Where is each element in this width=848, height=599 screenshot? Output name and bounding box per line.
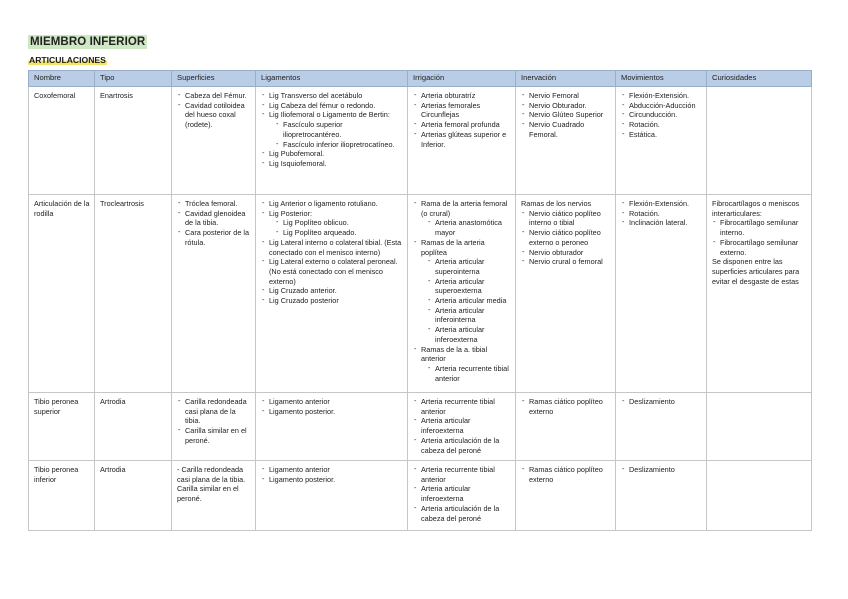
list-item: - Flexión-Extensión. <box>621 91 702 101</box>
list-item-label: Lig Posterior: <box>269 208 312 218</box>
list-item: - Cara posterior de la rótula. <box>177 228 251 247</box>
cell-ligamentos <box>256 461 408 531</box>
cell-ligamentos <box>256 195 408 393</box>
list-item: - Lig Lateral interno o colateral tibial. (Esta conectado con el menisco interno) <box>261 238 403 257</box>
list-item <box>261 110 403 149</box>
cell-movimientos <box>616 195 707 393</box>
list-item: - Deslizamiento <box>621 397 702 407</box>
table-row <box>29 87 812 195</box>
list-item: - Lig Cruzado anterior. <box>261 286 403 296</box>
list-item: - Ramas ciático poplíteo externo <box>521 465 611 484</box>
curiosidades-outro: Se disponen entre las superficies articulares para evitar el desgaste de estas <box>712 257 800 286</box>
header-ligamentos: Ligamentos <box>256 71 408 87</box>
header-tipo: Tipo <box>95 71 172 87</box>
sub-list-item: - Fascículo superior iliopretrocantéreo. <box>269 120 403 139</box>
table-row <box>29 195 812 393</box>
list-item: - Cavidad glenoidea de la tibia. <box>177 209 251 228</box>
cell-superficies <box>172 87 256 195</box>
list-item: - Ramas ciático poplíteo externo <box>521 397 611 416</box>
cell-inervacion <box>516 393 616 461</box>
list-item: - Estática. <box>621 130 702 140</box>
list-item: - Ligamento posterior. <box>261 407 403 417</box>
list-item-label: Ramas de la a. tibial anterior <box>421 344 488 364</box>
list-item <box>413 345 511 384</box>
list-item: - Lig Pubofemoral. <box>261 149 403 159</box>
cell-tipo: Trocleartrosis <box>95 195 172 393</box>
list-item: - Nervio Glúteo Superior <box>521 110 611 120</box>
table-row <box>29 461 812 531</box>
list-item <box>413 199 511 238</box>
list-item: - Rotación. <box>621 209 702 219</box>
list-item: - Arteria recurrente tibial anterior <box>413 465 511 484</box>
list-item: - Rotación. <box>621 120 702 130</box>
list-item: - Arterias glúteas superior e Inferior. <box>413 130 511 149</box>
sub-list-item: - Arteria articular superoexterna <box>421 277 511 296</box>
list-item: - Lig Lateral externo o colateral peroneal. (No está conectado con el menisco externo) <box>261 257 403 286</box>
cell-nombre: Tibio peronea inferior <box>29 461 95 531</box>
list-item: - Ligamento posterior. <box>261 475 403 485</box>
list-item: - Inclinación lateral. <box>621 218 702 228</box>
list-item: - Arteria femoral profunda <box>413 120 511 130</box>
sub-list-item: - Arteria articular media <box>421 296 511 306</box>
cell-nombre: Coxofemoral <box>29 87 95 195</box>
cell-irrigacion <box>408 195 516 393</box>
list-item: - Ligamento anterior <box>261 465 403 475</box>
cell-movimientos <box>616 461 707 531</box>
list-item: - Nervio Cuadrado Femoral. <box>521 120 611 139</box>
list-item: - Arteria articular inferoexterna <box>413 484 511 503</box>
list-item: - Circunducción. <box>621 110 702 120</box>
list-item: - Fibrocartílago semilunar externo. <box>712 238 807 257</box>
list-item: - Lig Cabeza del fémur o redondo. <box>261 101 403 111</box>
list-item: - Arterias femorales Circunflejas <box>413 101 511 120</box>
cell-movimientos <box>616 87 707 195</box>
list-item-label: Lig Iliofemoral o Ligamento de Bertin: <box>269 110 390 120</box>
cell-ligamentos <box>256 87 408 195</box>
list-item: - Tróclea femoral. <box>177 199 251 209</box>
cell-ligamentos <box>256 393 408 461</box>
list-item: - Carilla redondeada casi plana de la tibia. <box>177 397 251 426</box>
cell-inervacion <box>516 461 616 531</box>
list-item-label: Rama de la arteria femoral (o crural) <box>421 199 508 218</box>
header-nombre: Nombre <box>29 71 95 87</box>
sub-list-item: - Arteria articular inferointerna <box>421 306 511 325</box>
header-irrigacion: Irrigación <box>408 71 516 87</box>
cell-tipo: Artrodia <box>95 393 172 461</box>
sub-list-item: - Arteria recurrente tibial anterior <box>421 364 511 383</box>
list-item: - Carilla similar en el peroné. <box>177 426 251 445</box>
list-item: - Nervio obturador <box>521 248 611 258</box>
header-inervacion: Inervación <box>516 71 616 87</box>
header-movimientos: Movimientos <box>616 71 707 87</box>
cell-inervacion <box>516 87 616 195</box>
list-item: - Nervio ciático poplíteo interno o tibial <box>521 209 611 228</box>
cell-nombre: Articulación de la rodilla <box>29 195 95 393</box>
joints-table <box>28 70 812 531</box>
sub-list-item: - Lig Poplíteo arqueado. <box>269 228 403 238</box>
sub-list-item: - Fascículo inferior iliopretrocatíneo. <box>269 140 403 150</box>
cell-movimientos <box>616 393 707 461</box>
list-item: - Arteria articulación de la cabeza del peroné <box>413 436 511 455</box>
cell-irrigacion <box>408 87 516 195</box>
cell-irrigacion <box>408 393 516 461</box>
curiosidades-intro: Fibrocartílagos o meniscos interarticulares: <box>712 199 800 218</box>
cell-irrigacion <box>408 461 516 531</box>
list-item-label: Ramas de la arteria poplítea <box>421 237 485 257</box>
sub-list-item: - Arteria articular inferoexterna <box>421 325 511 344</box>
list-item: - Nervio Obturador. <box>521 101 611 111</box>
sub-list-item: - Arteria articular superointerna <box>421 257 511 276</box>
list-item: - Lig Anterior o ligamento rotuliano. <box>261 199 403 209</box>
list-item: - Cavidad cotiloidea del hueso coxal (rodete). <box>177 101 251 130</box>
list-item <box>413 238 511 345</box>
inervacion-note: Ramas de los nervios <box>521 199 592 208</box>
list-item: - Arteria articulación de la cabeza del peroné <box>413 504 511 523</box>
header-curiosidades: Curiosidades <box>707 71 812 87</box>
list-item: - Nervio Femoral <box>521 91 611 101</box>
cell-superficies <box>172 195 256 393</box>
list-item: - Cabeza del Fémur. <box>177 91 251 101</box>
list-item: - Ligamento anterior <box>261 397 403 407</box>
cell-curiosidades <box>707 461 812 531</box>
list-item: - Nervio crural o femoral <box>521 257 611 267</box>
cell-tipo: Artrodia <box>95 461 172 531</box>
header-superficies: Superficies <box>172 71 256 87</box>
list-item: - Abducción-Aducción <box>621 101 702 111</box>
cell-curiosidades <box>707 87 812 195</box>
cell-superficies: - Carilla redondeada casi plana de la tibia. Carilla similar en el peroné. <box>172 461 256 531</box>
section-subtitle: ARTICULACIONES <box>29 55 106 65</box>
sub-list-item: - Arteria anastomótica mayor <box>421 218 511 237</box>
list-item: - Flexión-Extensión. <box>621 199 702 209</box>
list-item: - Lig Isquiofemoral. <box>261 159 403 169</box>
list-item: - Lig Transverso del acetábulo <box>261 91 403 101</box>
cell-curiosidades <box>707 393 812 461</box>
list-item <box>261 209 403 238</box>
list-item: - Fibrocartílago semilunar interno. <box>712 218 807 237</box>
cell-inervacion <box>516 195 616 393</box>
cell-curiosidades <box>707 195 812 393</box>
cell-nombre: Tibio peronea superior <box>29 393 95 461</box>
list-item: - Arteria articular inferoexterna <box>413 416 511 435</box>
sub-list-item: - Lig Poplíteo oblicuo. <box>269 218 403 228</box>
list-item: - Arteria recurrente tibial anterior <box>413 397 511 416</box>
list-item: - Arteria obturatríz <box>413 91 511 101</box>
page-title: MIEMBRO INFERIOR <box>30 36 146 48</box>
table-header-row <box>29 71 812 87</box>
list-item: - Deslizamiento <box>621 465 702 475</box>
list-item: - Lig Cruzado posterior <box>261 296 403 306</box>
list-item: - Nervio ciático poplíteo externo o peroneo <box>521 228 611 247</box>
table-row <box>29 393 812 461</box>
cell-tipo: Enartrosis <box>95 87 172 195</box>
cell-superficies <box>172 393 256 461</box>
